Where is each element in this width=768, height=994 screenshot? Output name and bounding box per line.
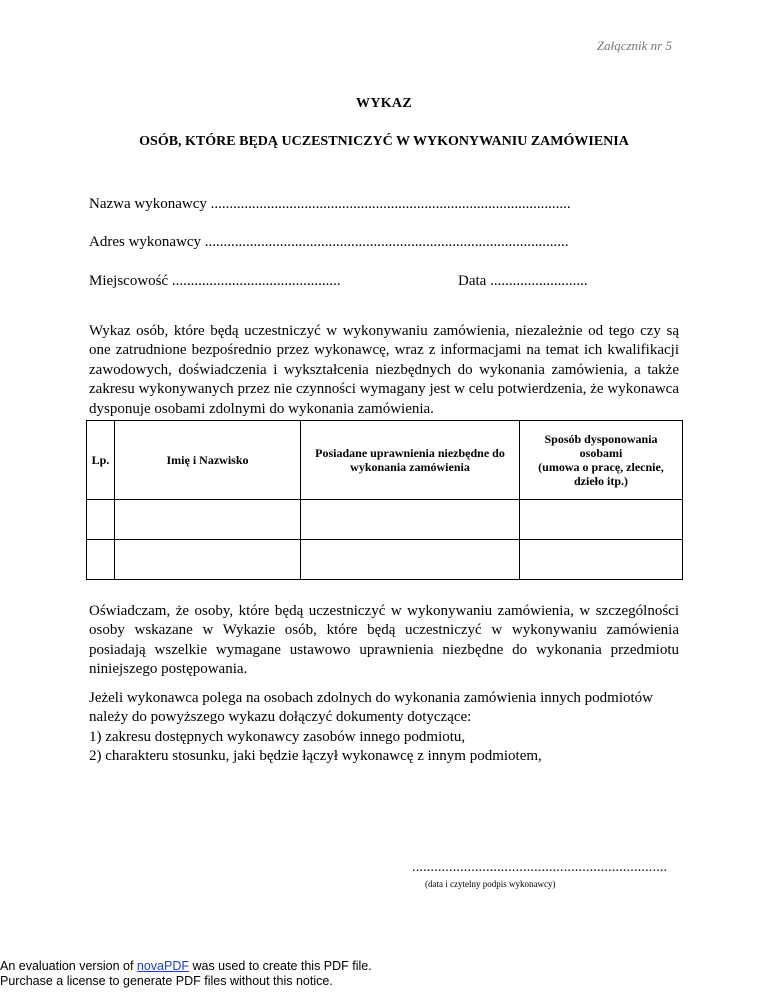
document-title: WYKAZ: [356, 96, 412, 111]
table-cell[interactable]: [87, 540, 115, 580]
persons-table: [86, 420, 683, 580]
table-cell[interactable]: [520, 540, 683, 580]
header-method: [520, 421, 683, 500]
reliance-item-2: 2) charakteru stosunku, jaki będzie łączył wykonawcę z innym podmiotem,: [89, 748, 542, 764]
table-cell[interactable]: [301, 540, 520, 580]
table-row: [87, 540, 683, 580]
table-header-row: [87, 421, 683, 500]
table-cell[interactable]: [115, 540, 301, 580]
header-lp: Lp.: [87, 421, 115, 500]
table-cell[interactable]: [87, 500, 115, 540]
table-cell[interactable]: [520, 500, 683, 540]
table-cell[interactable]: [301, 500, 520, 540]
contractor-address-field: Adres wykonawcy .................................................................................................: [89, 234, 569, 250]
document-subtitle: OSÓB, KTÓRE BĘDĄ UCZESTNICZYĆ W WYKONYWANIU ZAMÓWIENIA: [139, 134, 629, 149]
reliance-item-1: 1) zakresu dostępnych wykonawcy zasobów innego podmiotu,: [89, 729, 466, 745]
header-rights: Posiadane uprawnienia niezbędne do wykonania zamówienia: [301, 421, 520, 500]
intro-paragraph: Wykaz osób, które będą uczestniczyć w wykonywaniu zamówienia, niezależnie od tego czy są one zatrudnione bezpośrednio przez wykonawcę, wraz z informacjami na temat ich kwalifikacji zawodowych, doświadczenia i wykształcenia niezbędnych do wykonania zamówienia, a także zakresu wykonywanych przez nie czynności wymagany jest w celu potwierdzenia, że wykonawca dysponuje osobami zdolnymi do wykonania zamówienia.: [89, 323, 679, 417]
novapdf-link[interactable]: novaPDF: [136, 959, 189, 973]
contractor-name-field: Nazwa wykonawcy ................................................................................................: [89, 196, 571, 212]
signature-line: .....................................................................: [412, 860, 668, 875]
header-name: Imię i Nazwisko: [115, 421, 301, 500]
city-field: Miejscowość .............................................: [89, 273, 341, 289]
notice-line-1: [0, 959, 372, 974]
notice-line-2: Purchase a license to generate PDF files without this notice.: [0, 974, 333, 988]
notice-text-after: was used to create this PDF file.: [189, 959, 372, 973]
table-cell[interactable]: [115, 500, 301, 540]
reliance-paragraph: Jeżeli wykonawca polega na osobach zdolnych do wykonania zamówienia innych podmiotów należy do powyższego wykazu dołączyć dokumenty dotyczące:: [89, 690, 654, 726]
annex-label: Załącznik nr 5: [596, 38, 672, 53]
header-method-line2: (umowa o pracę, zlecnie, dzieło itp.): [538, 460, 664, 488]
header-method-line1: Sposób dysponowania osobami: [544, 432, 658, 460]
declaration-paragraph: Oświadczam, że osoby, które będą uczestniczyć w wykonywaniu zamówienia, w szczególności osoby wskazane w Wykazie osób, które będą uczestniczyć w wykonywaniu zamówienia posiadają wszelkie wymagane ustawowo uprawnienia niezbędne do wykonania przedmiotu niniejszego postępowania.: [89, 603, 679, 678]
evaluation-notice: [0, 959, 372, 989]
table-row: [87, 500, 683, 540]
signature-caption: (data i czytelny podpis wykonawcy): [425, 879, 556, 889]
notice-text-before: An evaluation version of: [0, 959, 137, 973]
date-field: Data ..........................: [458, 273, 588, 289]
